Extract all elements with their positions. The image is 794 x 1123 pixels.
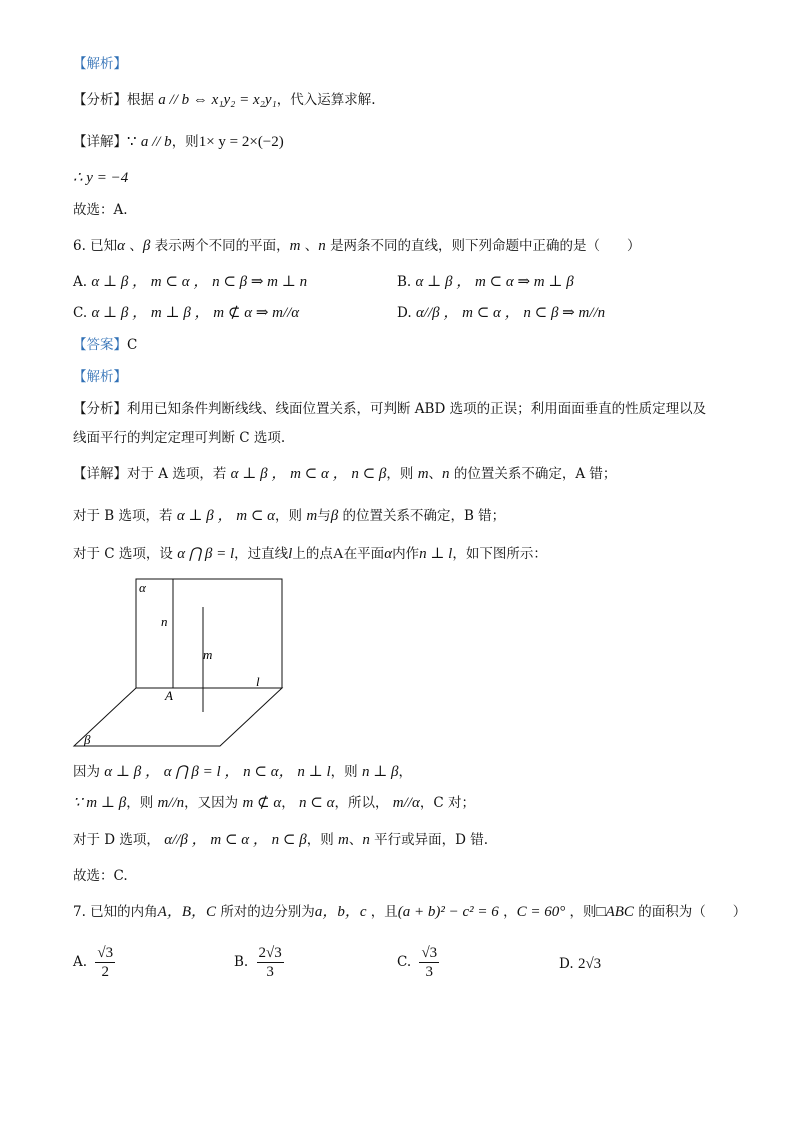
- plane-alpha: [136, 579, 282, 688]
- q6-choice: 故选：C.: [73, 868, 128, 884]
- q5-choice: 故选：A.: [73, 202, 128, 218]
- q6-stem: 6. 已知α 、β 表示两个不同的平面，m 、n 是两条不同的直线，则下列命题中正确的是（ ）: [73, 238, 641, 254]
- q6-analysis-1: 【分析】利用已知条件判断线线、线面位置关系，可判断 ABD 选项的正误；利用面面垂直的性质定理以及: [73, 401, 707, 417]
- plane-figure: [66, 574, 296, 754]
- q6-option-c: C. α ⊥ β ， m ⊥ β ， m ⊄ α ⇒ m//α: [73, 305, 300, 321]
- q5-therefore: ∴ y = −4: [73, 170, 129, 186]
- q6-analysis-2: 线面平行的判定定理可判断 C 选项.: [73, 430, 286, 446]
- label-m: m: [203, 647, 213, 662]
- q6-detail-a: 【详解】对于 A 选项，若 α ⊥ β ， m ⊂ α ， n ⊂ β，则 m、n 的位置关系不确定，A 错；: [73, 466, 617, 482]
- q7-option-d: D. 2√3: [559, 956, 602, 972]
- q5-analysis: 【分析】根据 a // b ⇔ x₁y₂ = x₂y₁，代入运算求解.: [73, 92, 376, 108]
- q6-option-b: B. α ⊥ β ， m ⊂ α ⇒ m ⊥ β: [397, 274, 574, 290]
- q6-deduction: ∵ m ⊥ β，则 m//n，又因为 m ⊄ α， n ⊂ α，所以， m//α，C 对；: [73, 795, 475, 811]
- q7-stem: 7. 已知的内角A，B，C 所对的边分别为a，b，c ，且(a + b)² − c² = 6 ，C = 60° ，则□ABC 的面积为（ ）: [73, 904, 747, 920]
- q7-option-b: B. $\frac{2√3}{3}$: [234, 945, 282, 980]
- q6-answer: 【答案】C: [73, 337, 138, 353]
- q7-option-c: C. $\frac{√3}{3}$: [397, 945, 438, 980]
- q6-option-a: A. α ⊥ β ， m ⊂ α ， n ⊂ β ⇒ m ⊥ n: [73, 274, 308, 290]
- analysis-heading: 【解析】: [73, 56, 127, 72]
- q6-analysis-heading: 【解析】: [73, 369, 127, 385]
- label-alpha: α: [139, 580, 146, 595]
- q5-detail: 【详解】∵ a // b，则1× y = 2×(−2): [73, 134, 284, 150]
- label-point-a: A: [165, 688, 173, 703]
- label-n: n: [161, 614, 168, 629]
- plane-beta: [74, 688, 282, 746]
- q6-option-d: D. α//β ， m ⊂ α ， n ⊂ β ⇒ m//n: [397, 305, 606, 321]
- label-beta: β: [84, 732, 91, 747]
- q6-detail-d: 对于 D 选项， α//β ， m ⊂ α ， n ⊂ β，则 m、n 平行或异面，D 错.: [73, 832, 489, 848]
- q7-option-a: A. $\frac{√3}{2}$: [73, 945, 114, 980]
- label-l: l: [256, 674, 260, 689]
- q6-detail-b: 对于 B 选项，若 α ⊥ β ， m ⊂ α，则 m与β 的位置关系不确定，B 错；: [73, 508, 506, 524]
- q6-because: 因为 α ⊥ β ， α ⋂ β = l ， n ⊂ α， n ⊥ l，则 n ⊥ β，: [73, 764, 413, 780]
- q6-detail-c: 对于 C 选项，设 α ⋂ β = l，过直线l上的点A在平面α内作n ⊥ l，如下图所示：: [73, 546, 547, 562]
